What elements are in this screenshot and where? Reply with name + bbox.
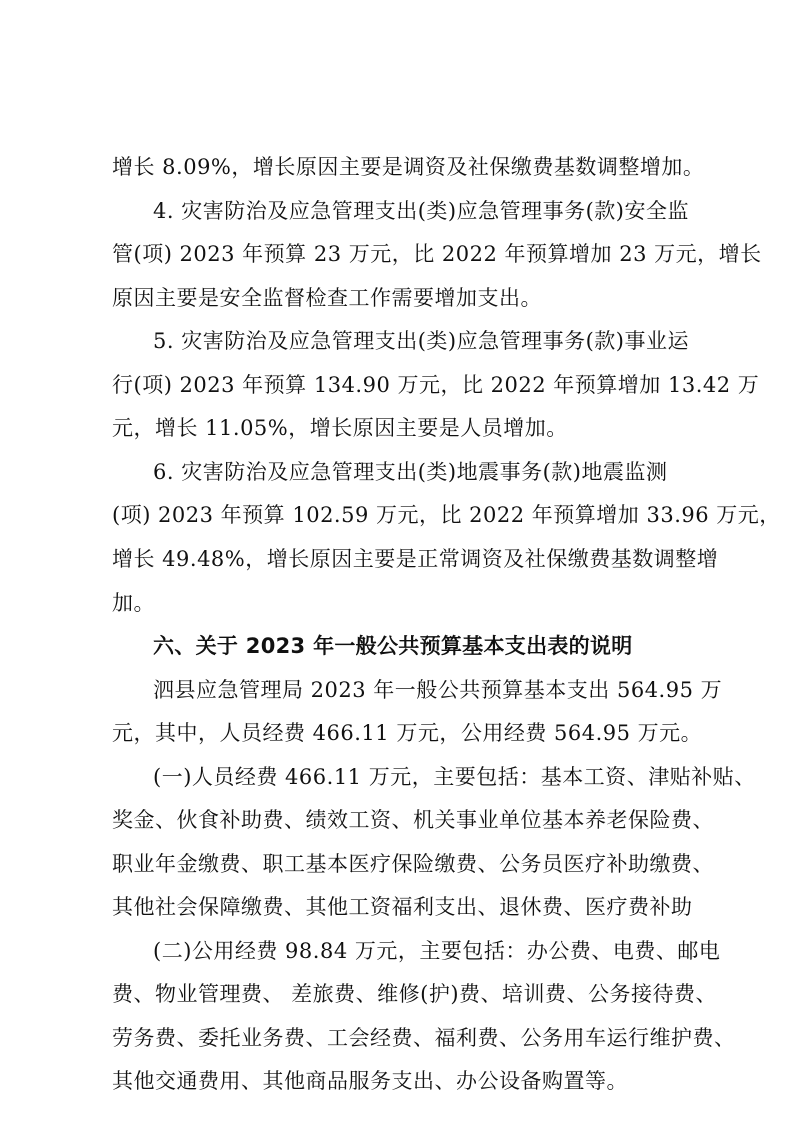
body-text-line: (二)公用经费 98.84 万元，主要包括：办公费、电费、邮电: [153, 939, 721, 963]
body-text-line: 原因主要是安全监督检查工作需要增加支出。: [112, 286, 542, 310]
body-text-line: 管(项) 2023 年预算 23 万元，比 2022 年预算增加 23 万元，增长: [112, 242, 762, 266]
body-text-line: 奖金、伙食补助费、绩效工资、机关事业单位基本养老保险费、: [112, 808, 714, 832]
body-text-line: 6. 灾害防治及应急管理支出(类)地震事务(款)地震监测: [153, 460, 668, 484]
body-text-line: 劳务费、委托业务费、工会经费、福利费、公务用车运行维护费、: [112, 1026, 736, 1050]
body-text-line: 其他交通费用、其他商品服务支出、办公设备购置等。: [112, 1069, 628, 1093]
body-text-line: 加。: [112, 591, 155, 615]
body-text-line: 增长 49.48%，增长原因主要是正常调资及社保缴费基数调整增: [112, 547, 719, 571]
body-text-line: 5. 灾害防治及应急管理支出(类)应急管理事务(款)事业运: [153, 329, 689, 353]
body-text-line: 费、物业管理费、 差旅费、维修(护)费、培训费、公务接待费、: [112, 982, 718, 1006]
body-text-line: 元，其中，人员经费 466.11 万元，公用经费 564.95 万元。: [112, 721, 703, 745]
section-heading: 六、关于 2023 年一般公共预算基本支出表的说明: [153, 634, 633, 658]
body-text-line: 其他社会保障缴费、其他工资福利支出、退休费、医疗费补助: [112, 895, 693, 919]
body-text-line: 4. 灾害防治及应急管理支出(类)应急管理事务(款)安全监: [153, 199, 689, 223]
body-text-line: 元，增长 11.05%，增长原因主要是人员增加。: [112, 416, 568, 440]
body-text-line: 职业年金缴费、职工基本医疗保险缴费、公务员医疗补助缴费、: [112, 852, 714, 876]
body-text-line: 行(项) 2023 年预算 134.90 万元，比 2022 年预算增加 13.42 万: [112, 373, 760, 397]
body-text-line: 增长 8.09%，增长原因主要是调资及社保缴费基数调整增加。: [112, 155, 705, 179]
body-text-line: 泗县应急管理局 2023 年一般公共预算基本支出 564.95 万: [153, 678, 723, 702]
body-text-line: (一)人员经费 466.11 万元，主要包括：基本工资、津贴补贴、: [153, 765, 756, 789]
body-text-line: (项) 2023 年预算 102.59 万元，比 2022 年预算增加 33.96 万元，: [112, 503, 781, 527]
